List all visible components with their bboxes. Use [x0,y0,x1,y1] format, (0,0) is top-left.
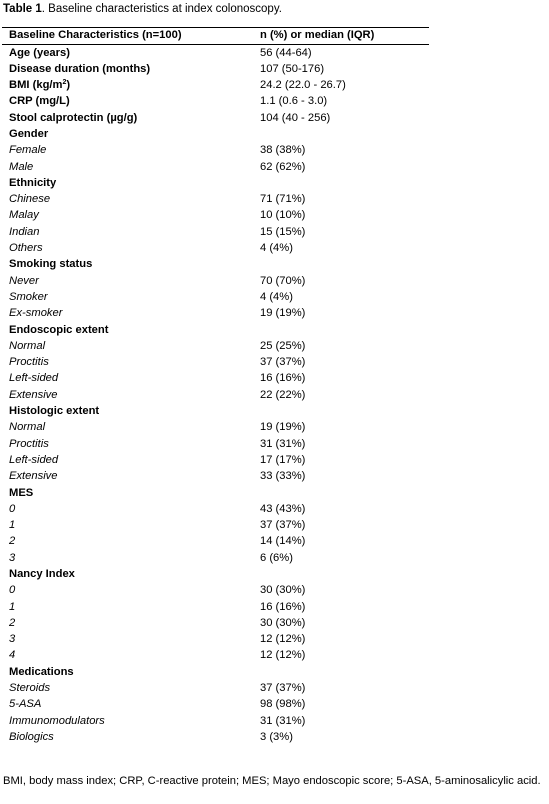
row-value: 12 (12%) [260,649,306,662]
row-label [9,45,70,61]
row-label [9,77,70,93]
row-value: 43 (43%) [260,502,306,515]
row-value: 37 (37%) [260,356,306,369]
row-value: 70 (70%) [260,274,306,287]
baseline-characteristics-table [2,27,429,745]
table-row [2,191,429,207]
row-label [9,729,54,745]
row-label [9,713,105,729]
table-row [2,256,429,272]
row-value: 17 (17%) [260,453,306,466]
table-row [2,468,429,484]
row-value: 30 (30%) [260,584,306,597]
row-label-text: Normal [9,339,46,352]
row-value: 6 (6%) [260,551,293,564]
table-row [2,387,429,403]
row-value: 19 (19%) [260,307,306,320]
row-label [9,159,33,175]
row-label-text: Histologic extent [9,405,100,418]
row-label-text: 3 [9,633,16,646]
row-label-text: Left-sided [9,453,59,466]
row-value: 33 (33%) [260,470,306,483]
row-value: 12 (12%) [260,633,306,646]
row-label-text: 5-ASA [9,698,42,711]
row-label [9,664,74,680]
table-row [2,647,429,663]
row-label [9,696,41,712]
row-label [9,289,48,305]
row-value: 4 (4%) [260,242,293,255]
row-label-text: 3 [9,551,16,564]
row-value: 22 (22%) [260,388,306,401]
table-caption [3,3,282,15]
row-label [9,126,48,142]
row-value: 71 (71%) [260,193,306,206]
row-label-text: Biologics [9,730,54,743]
row-label [9,110,137,126]
table-row [2,45,429,61]
row-label [9,485,33,501]
table-row [2,631,429,647]
row-label-text: 4 [9,649,16,662]
row-label [9,305,62,321]
row-label [9,582,15,598]
row-label [9,566,75,582]
row-label [9,175,56,191]
row-value: 19 (19%) [260,421,306,434]
row-label-text: BMI (kg/m [9,79,63,92]
table-row [2,664,429,680]
table-row [2,61,429,77]
table-caption-label: Table 1 [3,3,42,15]
row-label-text: Gender [9,127,49,140]
row-label [9,61,150,77]
table-row [2,142,429,158]
row-label [9,631,15,647]
table-row [2,452,429,468]
row-label-text: Age (years) [9,46,70,59]
row-label-text: Male [9,160,34,173]
table-row [2,110,429,126]
row-value: 37 (37%) [260,519,306,532]
row-label [9,550,15,566]
row-label-text: 2 [9,616,16,629]
row-label [9,240,43,256]
row-label-text: Ex-smoker [9,307,63,320]
row-label [9,273,39,289]
table-row [2,615,429,631]
row-value: 1.1 (0.6 - 3.0) [260,95,328,108]
row-value: 37 (37%) [260,682,306,695]
row-label [9,403,99,419]
table-row [2,533,429,549]
row-value: 104 (40 - 256) [260,111,331,124]
table-row [2,370,429,386]
row-value: 30 (30%) [260,616,306,629]
table-row [2,93,429,109]
row-value: 31 (31%) [260,437,306,450]
table-row [2,403,429,419]
row-label-text: 0 [9,584,16,597]
row-label [9,207,39,223]
table-row [2,566,429,582]
row-value: 56 (44-64) [260,46,312,59]
row-label [9,370,58,386]
table-row [2,485,429,501]
table-row [2,582,429,598]
row-value: 16 (16%) [260,372,306,385]
row-label-text: Left-sided [9,372,59,385]
table-row [2,338,429,354]
row-label-superscript: 2 [62,79,67,87]
table-body [2,45,429,746]
table-row [2,240,429,256]
row-label-text: MES [9,486,34,499]
table-row [2,599,429,615]
row-value: 62 (62%) [260,160,306,173]
row-label-text: Female [9,144,47,157]
row-value: 24.2 (22.0 - 26.7) [260,79,346,92]
row-label [9,599,15,615]
table-row [2,322,429,338]
header-value: n (%) or median (IQR) [260,29,375,41]
table-row [2,550,429,566]
table-caption-text: . Baseline characteristics at index colonoscopy. [41,3,282,15]
row-label-text: Stool calprotectin (µg/g) [9,111,138,124]
row-value: 31 (31%) [260,714,306,727]
row-label-text: Extensive [9,388,58,401]
row-label [9,517,15,533]
row-label [9,615,15,631]
row-label-text: Extensive [9,470,58,483]
table-row [2,436,429,452]
row-label [9,452,58,468]
row-label-text: Ethnicity [9,176,57,189]
table-row [2,729,429,745]
row-label [9,93,70,109]
row-value: 98 (98%) [260,698,306,711]
row-label-text: Normal [9,421,46,434]
row-label-text: Indian [9,225,40,238]
row-label-text: Steroids [9,682,51,695]
row-label-text: 1 [9,600,16,613]
row-label [9,680,50,696]
table-row [2,419,429,435]
row-label-text: Endoscopic extent [9,323,109,336]
row-value: 4 (4%) [260,290,293,303]
row-value: 15 (15%) [260,225,306,238]
row-label [9,256,92,272]
row-value: 107 (50-176) [260,62,325,75]
row-label-text: Malay [9,209,39,222]
row-value: 3 (3%) [260,730,293,743]
row-label [9,191,50,207]
row-label-text: Never [9,274,39,287]
table-row [2,696,429,712]
row-label-text: Chinese [9,193,51,206]
header-characteristics: Baseline Characteristics (n=100) [9,29,182,41]
row-label [9,468,58,484]
row-value: 25 (25%) [260,339,306,352]
row-label-text: 2 [9,535,16,548]
row-label-text: CRP (mg/L) [9,95,70,108]
row-label [9,142,46,158]
row-label [9,322,108,338]
row-label [9,387,58,403]
row-label-suffix: ) [66,79,71,92]
row-label [9,354,49,370]
row-label-text: Disease duration (months) [9,62,151,75]
row-label-text: Proctitis [9,437,49,450]
row-label-text: Others [9,242,43,255]
row-label-text: 1 [9,519,16,532]
table-row [2,175,429,191]
row-label-text: Smoker [9,290,48,303]
table-row [2,501,429,517]
table-row [2,159,429,175]
table-row [2,289,429,305]
row-label [9,224,39,240]
table-footnote: BMI, body mass index; CRP, C-reactive protein; MES; Mayo endoscopic score; 5-ASA, 5-aminosalicylic acid. [3,775,541,787]
row-value: 14 (14%) [260,535,306,548]
row-value: 10 (10%) [260,209,306,222]
table-row [2,680,429,696]
row-label [9,647,15,663]
table-row [2,354,429,370]
row-label-text: Nancy Index [9,568,75,580]
table-header-row [2,28,429,44]
table-row [2,126,429,142]
row-value: 16 (16%) [260,600,306,613]
table-row [2,224,429,240]
row-label [9,501,15,517]
table-row [2,207,429,223]
row-label-text: Immunomodulators [9,714,105,727]
row-value: 38 (38%) [260,144,306,157]
table-row [2,77,429,93]
row-label-text: Medications [9,665,74,678]
row-label [9,436,49,452]
table-row [2,273,429,289]
table-row [2,305,429,321]
row-label-text: 0 [9,502,16,515]
row-label [9,338,45,354]
table-row [2,713,429,729]
row-label-text: Smoking status [9,258,93,271]
row-label-text: Proctitis [9,356,49,369]
table-row [2,517,429,533]
row-label [9,419,45,435]
row-label [9,533,15,549]
